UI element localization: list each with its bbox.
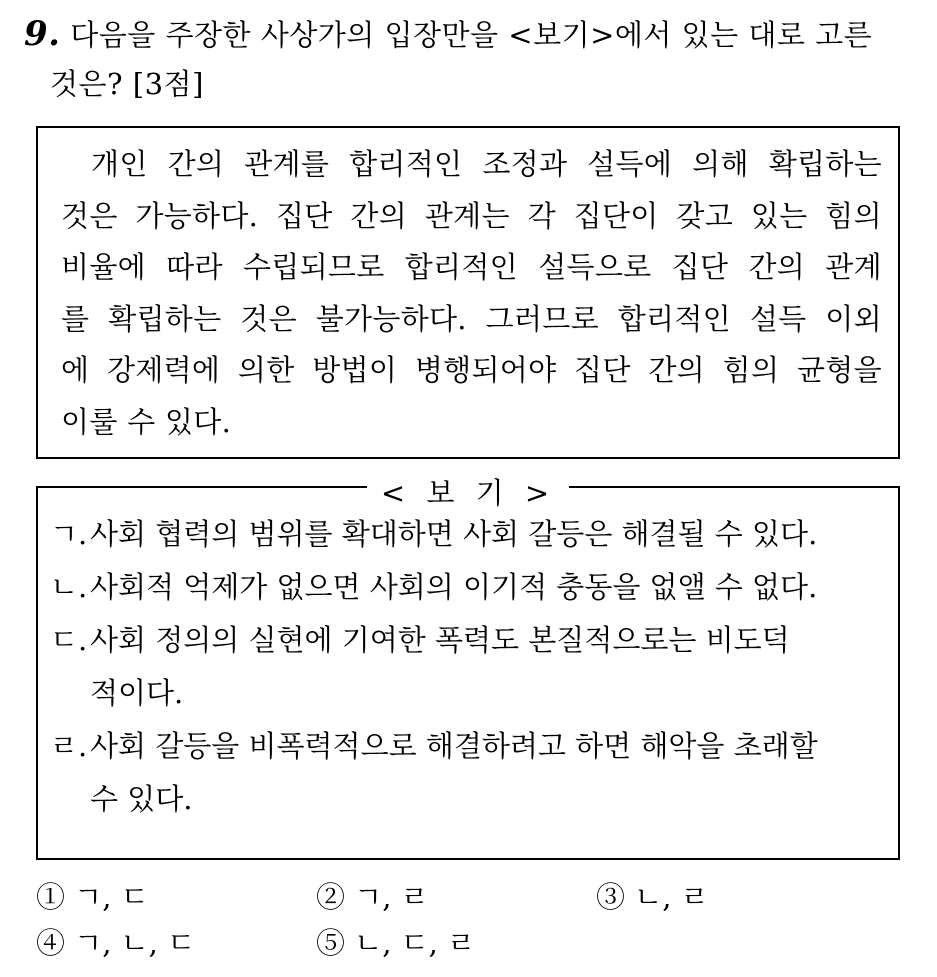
bogi-item-text-continued: 적이다. — [90, 676, 184, 710]
passage-line — [61, 242, 882, 294]
passage-word: 비율에 — [61, 250, 146, 284]
bogi-item-nieun — [50, 561, 884, 614]
passage-word: 집단 — [671, 250, 729, 284]
passage-word: 가능하다. — [135, 198, 259, 233]
passage-word: 개인 — [91, 147, 148, 181]
passage-word: 간의 — [748, 250, 806, 284]
passage-word: 따라 — [166, 250, 223, 284]
bogi-item-text-continued: 수 있다. — [90, 782, 193, 816]
passage-word: 집단 — [275, 198, 333, 233]
passage-word: 균형을 — [796, 353, 882, 387]
question-number: 9. — [24, 14, 61, 54]
answer-choices — [36, 874, 876, 966]
passage-word: 힘의 — [825, 198, 882, 233]
bogi-item-text: 사회 협력의 범위를 확대하면 사회 갈등은 해결될 수 있다. — [90, 517, 818, 551]
passage-line — [61, 191, 882, 243]
bogi-item-text: 사회적 억제가 없으면 사회의 이기적 충동을 없앨 수 없다. — [90, 570, 818, 604]
question-stem — [24, 10, 924, 109]
passage-word: 수립되므로 — [242, 250, 385, 284]
passage-word: 의한 — [237, 353, 295, 387]
choice-5[interactable]: ⑤ ㄴ, ㄷ, ㄹ — [316, 926, 476, 960]
passage-word: 에 — [61, 353, 90, 387]
bogi-item-digeut — [50, 614, 884, 667]
bogi-item-rieul — [50, 720, 884, 773]
passage-line — [61, 139, 882, 191]
choice-3[interactable]: ③ ㄴ, ㄹ — [596, 880, 709, 914]
passage-word: 집단 — [574, 353, 631, 387]
passage-word: 확립하는 — [108, 301, 222, 336]
passage-word: 병행되어야 — [414, 353, 557, 387]
passage-box — [36, 126, 900, 459]
passage-word: 간의 — [350, 198, 408, 233]
passage-word: 합리적인 — [404, 250, 518, 284]
passage-word: 관계를 — [244, 147, 330, 181]
passage-word: 것은 — [240, 301, 297, 336]
passage-word: 설득으로 — [538, 250, 652, 284]
choice-row — [36, 920, 876, 966]
passage-line: 이룰 수 있다. — [61, 404, 232, 439]
bogi-title-text: < 보 기 > — [367, 476, 569, 510]
bogi-item-text: 사회 갈등을 비폭력적으로 해결하려고 하면 해악을 초래할 — [90, 729, 818, 763]
question-text-line-1: 다음을 주장한 사상가의 입장만을 <보기>에서 있는 대로 고른 — [70, 18, 873, 52]
passage-word: 갖고 — [676, 198, 734, 233]
passage-word: 설득 — [749, 301, 807, 336]
passage-word: 조정과 — [482, 147, 568, 181]
passage-word: 간의 — [167, 147, 225, 181]
choice-2[interactable]: ② ㄱ, ㄹ — [316, 880, 429, 914]
passage-word: 합리적인 — [617, 301, 731, 336]
passage-word: 불가능하다. — [315, 301, 467, 336]
bogi-box — [36, 476, 900, 860]
bogi-item-text: 사회 정의의 실현에 기여한 폭력도 본질적으로는 비도덕 — [90, 623, 790, 657]
passage-word: 설득에 — [587, 147, 673, 181]
choice-row — [36, 874, 876, 920]
choice-4[interactable]: ④ ㄱ, ㄴ, ㄷ — [36, 926, 196, 960]
passage-word: 의해 — [692, 147, 749, 181]
bogi-item-label: ㄹ. — [50, 729, 88, 763]
passage-word: 강제력에 — [106, 353, 221, 387]
bogi-title — [38, 467, 898, 520]
passage-word: 각 — [527, 198, 556, 233]
bogi-item-label: ㄱ. — [50, 517, 88, 551]
passage-word: 방법이 — [312, 353, 398, 387]
passage-word: 것은 — [61, 198, 118, 233]
passage-word: 있는 — [750, 198, 808, 233]
passage-word: 집단이 — [573, 198, 659, 233]
question-text-line-2: 것은? [3점] — [50, 67, 204, 101]
question-line-1 — [24, 10, 924, 60]
choice-1[interactable]: ① ㄱ, ㄷ — [36, 880, 149, 914]
bogi-item-label: ㄴ. — [50, 570, 88, 604]
passage-word: 합리적인 — [349, 147, 463, 181]
bogi-item-label: ㄷ. — [50, 623, 88, 657]
passage-line — [61, 345, 882, 397]
passage-word: 관계는 — [424, 198, 510, 233]
passage-word: 그러므로 — [485, 301, 599, 336]
passage-word: 힘의 — [722, 353, 780, 387]
passage-word: 관계 — [825, 250, 882, 284]
passage-word: 확립하는 — [768, 147, 882, 181]
passage-word: 간의 — [648, 353, 705, 387]
passage-line — [61, 294, 882, 346]
passage-word: 를 — [61, 301, 90, 336]
passage-word: 이외 — [825, 301, 882, 336]
